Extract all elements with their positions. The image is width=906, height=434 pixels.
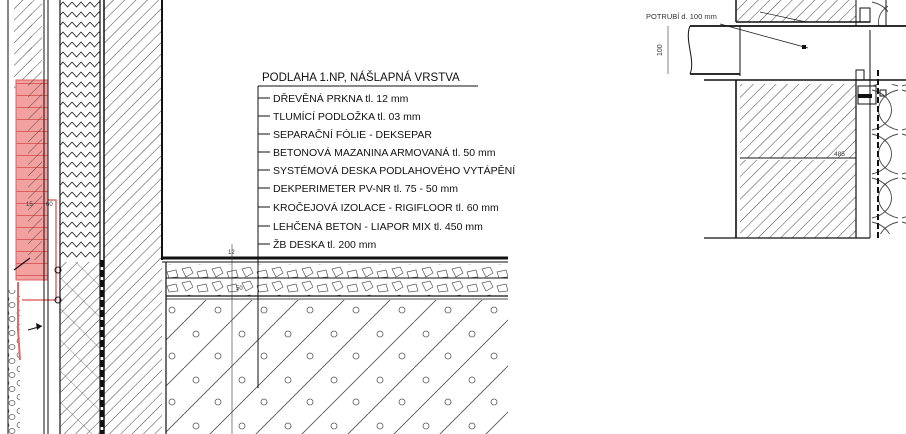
layer-label-7: KROČEJOVÁ IZOLACE - RIGIFLOOR tl. 60 mm	[273, 202, 499, 214]
layer-label-6: DEKPERIMETER PV-NR tl. 75 - 50 mm	[273, 183, 458, 195]
layer-label-1: DŘEVĚNÁ PRKNA tl. 12 mm	[273, 93, 409, 105]
layer-label-9: ŽB DESKA tl. 200 mm	[273, 239, 377, 251]
layer-label-8: LEHČENÁ BETON - LIAPOR MIX tl. 450 mm	[273, 221, 483, 233]
right-detail	[646, 0, 906, 238]
facade-insulation	[870, 84, 906, 234]
pipe-dim: 100	[657, 44, 664, 56]
dim-15: 15	[26, 202, 33, 208]
layer-label-2: TLUMÍCÍ PODLOŽKA tl. 03 mm	[273, 111, 421, 123]
wall-section	[8, 0, 162, 434]
heating-board	[166, 280, 508, 296]
layer-label-3: SEPARAČNÍ FÓLIE - DEKSEPAR	[273, 129, 432, 141]
insulation-hatch	[28, 0, 42, 260]
layer-label-4: BETONOVÁ MAZANINA ARMOVANÁ tl. 50 mm	[273, 147, 496, 159]
layer-label-5: SYSTÉMOVÁ DESKA PODLAHOVÉHO VYTÁPĚNÍ	[273, 165, 516, 177]
masonry-block	[60, 0, 100, 260]
dim-485: 485	[834, 151, 845, 158]
dim-60: 60	[46, 202, 53, 208]
lightweight-concrete	[166, 300, 508, 434]
wall-mass-lower	[740, 160, 856, 238]
dim-12: 12	[228, 250, 235, 256]
floor-slab	[162, 244, 508, 434]
dim-50: 50	[236, 286, 243, 292]
pipe-label: POTRUBÍ d. 100 mm	[646, 12, 717, 21]
wall-mass-upper	[740, 84, 856, 158]
screed-layer	[166, 264, 508, 278]
column-hatch	[104, 0, 162, 434]
floor-title: PODLAHA 1.NP, NÁŠLAPNÁ VRSTVA	[262, 72, 460, 84]
